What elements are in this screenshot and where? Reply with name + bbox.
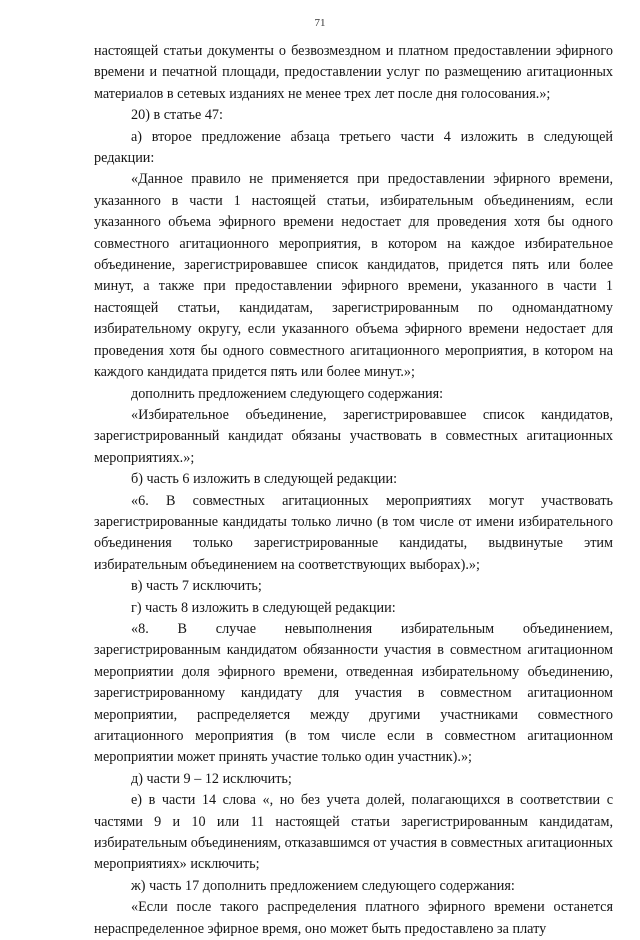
paragraph-quote-part17: «Если после такого распределения платного эфирного времени останется нераспределенное эфирное время, оно может быть предоставлено за плату [94,899,613,937]
paragraph-subitem-e: е) в части 14 слова «, но без учета долей, полагающихся в соответствии с частями 9 и 10 или 11 настоящей статьи зарегистрированным кандидатам, избирательным объединениям, отказавшимся от участия в совместных агитационных мероприятиях» исключить; [94,792,613,873]
paragraph-add-sentence: дополнить предложением следующего содержания: [131,385,444,402]
paragraph-quote-obligation: «Избирательное объединение, зарегистрировавшее список кандидатов, зарегистрированный кандидат обязаны участвовать в совместных агитационных мероприятиях.»; [94,406,613,466]
paragraph-subitem-zh: ж) часть 17 дополнить предложением следующего содержания: [131,877,515,894]
document-body [94,41,613,940]
page-number: 71 [314,17,326,29]
paragraph-subitem-d: д) части 9 – 12 исключить; [131,770,292,787]
paragraph-quote-part6: «6. В совместных агитационных мероприятиях могут участвовать зарегистрированные кандидаты только лично (в том числе от имени избирательного объединения только зарегистрированные кандидаты, выдвинутые этим избирательным объединением на соответствующих выборах).»; [94,492,613,573]
paragraph-item-20: 20) в статье 47: [131,107,223,124]
paragraph-subitem-b: б) часть 6 изложить в следующей редакции: [131,471,398,488]
paragraph-subitem-a: а) второе предложение абзаца третьего части 4 изложить в следующей редакции: [94,128,613,167]
paragraph-subitem-g: г) часть 8 изложить в следующей редакции: [131,599,396,616]
paragraph-subitem-v: в) часть 7 исключить; [131,578,262,595]
paragraph-quote-part8: «8. В случае невыполнения избирательным объединением, зарегистрированным кандидатом обязанности участия в совместном агитационном мероприятии доля эфирного времени, отведенная избирательному объединению, зарегистрированному кандидату для участия в совместном агитационном мероприятии, распределяется между другими участниками совместного агитационного мероприятия (в том числе если в совместном агитационном мероприятии может принять участие только один участник).»; [94,620,613,766]
paragraph-continuation: настоящей статьи документы о безвозмездном и платном предоставлении эфирного времени и печатной площади, предоставлении услуг по размещению агитационных материалов в сетевых изданиях не менее трех лет после дня голосования.»; [94,43,613,102]
paragraph-quote-part4: «Данное правило не применяется при предоставлении эфирного времени, указанного в части 1 настоящей статьи, избирательным объединениям, если указанного объема эфирного времени недостает для проведения хотя бы одного совместного агитационного мероприятия, в котором на каждое избирательное объединение, зарегистрировавшее список кандидатов, придется пять или более минут, а также при предоставлении эфирного времени, указанного в части 1 настоящей статьи, кандидатам, зарегистрированным по одномандатному избирательному округу, если указанного объема эфирного времени недостает для проведения хотя бы одного совместного агитационного мероприятия, в котором на каждого кандидата придется пять или более минут.»; [94,171,613,381]
